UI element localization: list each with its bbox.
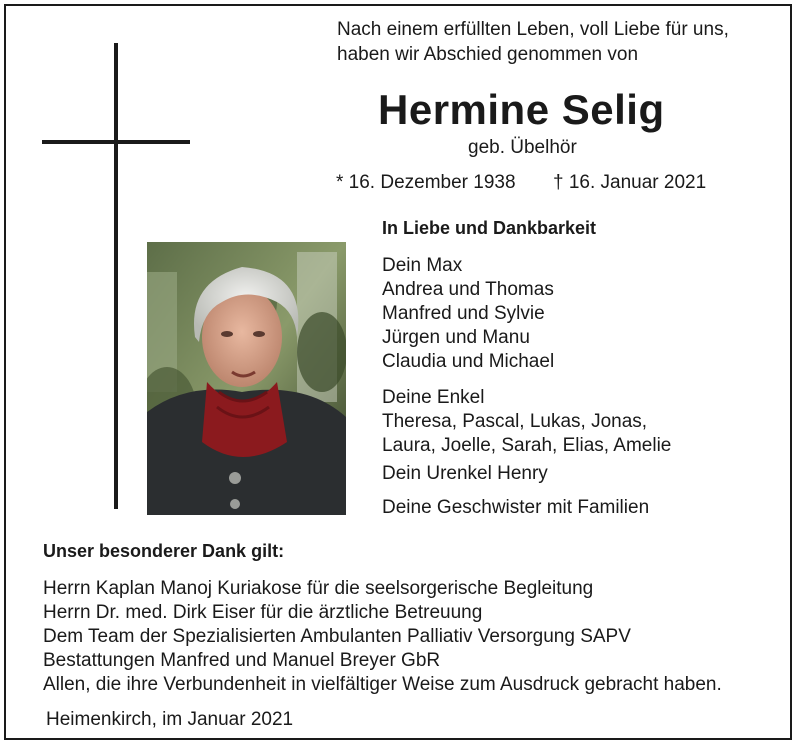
gratitude-line: Bestattungen Manfred und Manuel Breyer GbR xyxy=(43,650,441,671)
siblings-line: Deine Geschwister mit Familien xyxy=(382,497,650,518)
mourners-grandchildren xyxy=(382,386,671,486)
gratitude-list xyxy=(43,577,722,697)
children-line: Claudia und Michael xyxy=(382,351,555,372)
deceased-name: Hermine Selig xyxy=(378,86,665,133)
death-date: † 16. Januar 2021 xyxy=(553,172,707,193)
gratitude-line: Allen, die ihre Verbundenheit in vielfältiger Weise zum Ausdruck gebracht haben. xyxy=(43,674,722,695)
place-date: Heimenkirch, im Januar 2021 xyxy=(46,709,294,730)
mourners-heading: In Liebe und Dankbarkeit xyxy=(382,218,597,238)
grandchildren-line: Theresa, Pascal, Lukas, Jonas, xyxy=(382,411,648,432)
children-line: Jürgen und Manu xyxy=(382,327,530,348)
gratitude-heading: Unser besonderer Dank gilt: xyxy=(43,541,285,561)
great-grandchild-line: Dein Urenkel Henry xyxy=(382,463,548,484)
cross-icon xyxy=(114,43,118,509)
intro-line-2: haben wir Abschied genommen von xyxy=(337,44,639,65)
cross-icon-crossbar xyxy=(42,140,190,144)
gratitude-line: Herrn Dr. med. Dirk Eiser für die ärztliche Betreuung xyxy=(43,602,483,623)
portrait-photo xyxy=(147,242,346,515)
spouse-line: Dein Max xyxy=(382,255,463,276)
gratitude-line: Dem Team der Spezialisierten Ambulanten Palliativ Versorgung SAPV xyxy=(43,626,631,647)
intro-text xyxy=(337,17,729,67)
children-line: Manfred und Sylvie xyxy=(382,303,545,324)
grandchildren-label: Deine Enkel xyxy=(382,387,485,408)
mourners-close-family xyxy=(382,254,554,374)
children-line: Andrea und Thomas xyxy=(382,279,554,300)
gratitude-line: Herrn Kaplan Manoj Kuriakose für die seelsorgerische Begleitung xyxy=(43,578,594,599)
grandchildren-line: Laura, Joelle, Sarah, Elias, Amelie xyxy=(382,435,672,456)
maiden-name: geb. Übelhör xyxy=(468,137,577,158)
birth-date: * 16. Dezember 1938 xyxy=(336,172,516,193)
intro-line-1: Nach einem erfüllten Leben, voll Liebe für uns, xyxy=(337,19,729,40)
